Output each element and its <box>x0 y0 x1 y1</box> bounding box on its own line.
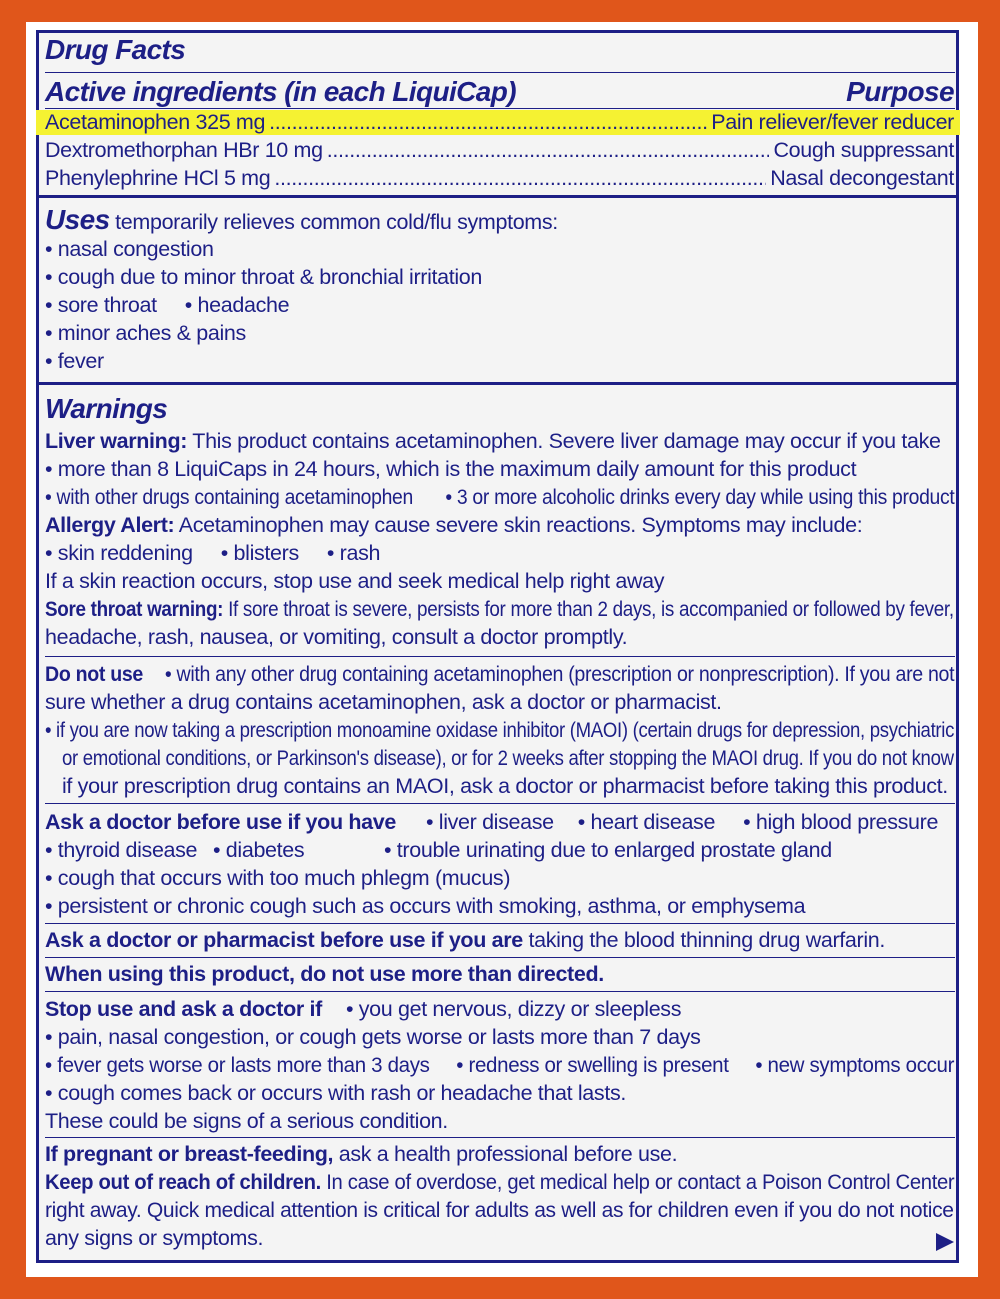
section-divider <box>36 195 959 198</box>
sore-throat-text: If sore throat is severe, persists for more than 2 days, is accompanied or followed by fever, <box>223 597 954 621</box>
allergy-bullet: • blisters <box>220 541 299 565</box>
divider <box>45 957 955 958</box>
ask-doctor-item: • diabetes <box>213 838 305 862</box>
ask-doctor-item: • thyroid disease <box>45 838 198 862</box>
uses-item: • sore throat <box>45 293 157 317</box>
pregnant-warning <box>45 1142 954 1167</box>
ingredient-name: Dextromethorphan HBr 10 mg <box>45 138 323 162</box>
allergy-alert-text: Acetaminophen may cause severe skin reactions. Symptoms may include: <box>174 513 863 537</box>
allergy-alert <box>45 513 954 538</box>
leader-dots <box>274 166 766 191</box>
allergy-bullets <box>45 541 954 566</box>
liver-bullet: • with other drugs containing acetaminophen <box>45 485 413 509</box>
divider <box>45 108 955 109</box>
keep-out-text: In case of overdose, get medical help or contact a Poison Control Center <box>320 1170 955 1194</box>
ask-doctor-item: • trouble urinating due to enlarged prostate gland <box>384 838 832 862</box>
active-ingredients-header <box>45 76 954 108</box>
stop-use-item: • you get nervous, dizzy or sleepless <box>345 997 682 1021</box>
when-using: When using this product, do not use more than directed. <box>45 962 604 986</box>
divider <box>45 923 955 924</box>
uses-item: • headache <box>184 293 290 317</box>
liver-warning-label: Liver warning: <box>45 429 188 453</box>
allergy-after: If a skin reaction occurs, stop use and seek medical help right away <box>45 569 665 593</box>
uses-intro: temporarily relieves common cold/flu symptoms: <box>115 210 558 234</box>
sore-throat-warning <box>45 597 954 622</box>
keep-out-text: any signs or symptoms. <box>45 1226 264 1250</box>
drug-facts-title: Drug Facts <box>45 34 186 65</box>
do-not-use-text: sure whether a drug contains acetaminophen, ask a doctor or pharmacist. <box>45 690 722 714</box>
divider <box>45 656 955 657</box>
ingredient-purpose: Pain reliever/fever reducer <box>711 110 954 134</box>
stop-use-item: • redness or swelling is present <box>456 1053 729 1077</box>
keep-out-label: Keep out of reach of children. <box>45 1170 321 1194</box>
warnings-heading: Warnings <box>45 393 168 424</box>
divider <box>45 1137 955 1138</box>
ingredient-row <box>45 166 954 191</box>
do-not-use <box>45 662 955 687</box>
liver-warning-text: This product contains acetaminophen. Severe liver damage may occur if you take <box>187 429 941 453</box>
liver-warning <box>45 429 954 454</box>
stop-use-item: • pain, nasal congestion, or cough gets worse or lasts more than 7 days <box>45 1025 701 1049</box>
ask-doctor-item: • heart disease <box>577 810 716 834</box>
continue-arrow-icon <box>936 1233 954 1251</box>
ask-pharmacist <box>45 928 954 953</box>
allergy-bullet: • skin reddening <box>45 541 193 565</box>
sore-throat-label: Sore throat warning: <box>45 597 224 621</box>
keep-out-text: right away. Quick medical attention is critical for adults as well as for children even if you do not notice <box>45 1198 954 1222</box>
uses-item-line <box>45 293 954 318</box>
divider <box>45 72 955 73</box>
ask-doctor-item: • liver disease <box>425 810 554 834</box>
ingredient-name: Phenylephrine HCl 5 mg <box>45 166 271 190</box>
stop-use-note: These could be signs of a serious condition. <box>45 1109 448 1133</box>
do-not-use-text: • with any other drug containing acetaminophen (prescription or nonprescription). If you are not <box>164 662 955 686</box>
ask-doctor-line <box>45 810 954 835</box>
stop-use-item: • cough comes back or occurs with rash or headache that lasts. <box>45 1081 626 1105</box>
ask-doctor-item: • persistent or chronic cough such as occurs with smoking, asthma, or emphysema <box>45 894 806 918</box>
divider <box>45 803 955 804</box>
stop-use-line <box>45 997 954 1022</box>
keep-out-warning <box>45 1170 955 1195</box>
ingredient-purpose: Cough suppressant <box>773 138 954 162</box>
purpose-heading: Purpose <box>846 76 954 107</box>
uses-heading: Uses <box>45 204 110 235</box>
ingredient-row <box>36 110 960 135</box>
stop-use-item: • new symptoms occur <box>755 1053 955 1077</box>
ask-doctor-item: • high blood pressure <box>743 810 939 834</box>
stop-use-label: Stop use and ask a doctor if <box>45 997 322 1021</box>
ask-doctor-label: Ask a doctor before use if you have <box>45 810 396 834</box>
ask-pharmacist-label: Ask a doctor or pharmacist before use if you are <box>45 928 523 952</box>
uses-item: • fever <box>45 349 104 373</box>
leader-dots <box>327 138 770 163</box>
ask-doctor-line <box>45 838 954 863</box>
uses-item: • nasal congestion <box>45 237 214 261</box>
liver-bullet: • 3 or more alcoholic drinks every day while using this product <box>445 485 955 509</box>
section-divider <box>36 382 959 385</box>
active-ingredients-heading: Active ingredients (in each LiquiCap) <box>45 76 516 107</box>
ingredient-name: Acetaminophen 325 mg <box>45 110 266 134</box>
ingredient-row <box>45 138 954 163</box>
pregnant-text: ask a health professional before use. <box>333 1142 678 1166</box>
do-not-use-label: Do not use <box>45 662 143 686</box>
ask-pharmacist-text: taking the blood thinning drug warfarin. <box>522 928 886 952</box>
do-not-use-text: if your prescription drug contains an MAOI, ask a doctor or pharmacist before taking this product. <box>62 774 948 798</box>
uses-intro-line <box>45 204 954 236</box>
ask-doctor-item: • cough that occurs with too much phlegm (mucus) <box>45 866 511 890</box>
allergy-alert-label: Allergy Alert: <box>45 513 175 537</box>
uses-item: • minor aches & pains <box>45 321 246 345</box>
stop-use-line <box>45 1053 955 1078</box>
liver-bullet-line <box>45 485 955 510</box>
do-not-use-text: • if you are now taking a prescription monoamine oxidase inhibitor (MAOI) (certain drugs for depression, psychiatric <box>45 718 955 742</box>
divider <box>45 991 955 992</box>
liver-bullet: • more than 8 LiquiCaps in 24 hours, which is the maximum daily amount for this product <box>45 457 857 481</box>
sore-throat-text-cont: headache, rash, nausea, or vomiting, consult a doctor promptly. <box>45 625 628 649</box>
pregnant-label: If pregnant or breast-feeding, <box>45 1142 334 1166</box>
ingredient-purpose: Nasal decongestant <box>770 166 954 190</box>
leader-dots <box>269 110 707 135</box>
do-not-use-text: or emotional conditions, or Parkinson's disease), or for 2 weeks after stopping the MAOI drug. If you do not know <box>62 746 954 770</box>
allergy-bullet: • rash <box>326 541 381 565</box>
stop-use-item: • fever gets worse or lasts more than 3 days <box>45 1053 430 1077</box>
uses-item: • cough due to minor throat & bronchial irritation <box>45 265 482 289</box>
